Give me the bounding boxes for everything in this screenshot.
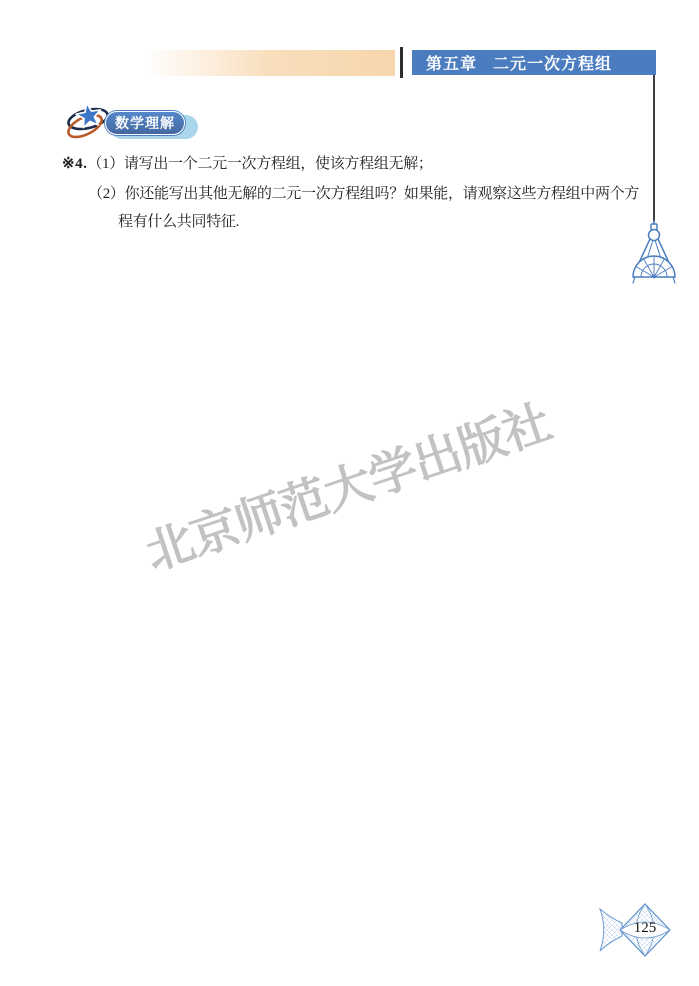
header-separator bbox=[400, 47, 403, 78]
problem-line-1 bbox=[62, 154, 433, 174]
problem-part-1: （1）请写出一个二元一次方程组，使该方程组无解； bbox=[87, 156, 433, 172]
badge-pill bbox=[105, 111, 185, 135]
problem-line-3: 程有什么共同特征. bbox=[118, 214, 240, 230]
margin-rail-line bbox=[653, 75, 655, 222]
chapter-banner bbox=[412, 50, 656, 75]
understanding-badge bbox=[105, 111, 200, 141]
page-number: 125 bbox=[633, 920, 657, 936]
header-accent-bar bbox=[145, 50, 395, 76]
problem-number: ※4. bbox=[62, 156, 88, 172]
page-number-fish-icon bbox=[597, 900, 671, 960]
compass-protractor-icon bbox=[628, 220, 680, 288]
star-orbit-icon bbox=[63, 99, 111, 143]
problem-line-2: （2）你还能写出其他无解的二元一次方程组吗？如果能，请观察这些方程组中两个方 bbox=[88, 186, 640, 202]
chapter-label: 第五章 bbox=[426, 56, 478, 73]
publisher-watermark: 北京师范大学出版社 bbox=[139, 396, 558, 581]
badge-label: 数学理解 bbox=[115, 115, 175, 131]
chapter-title: 二元一次方程组 bbox=[493, 56, 613, 73]
